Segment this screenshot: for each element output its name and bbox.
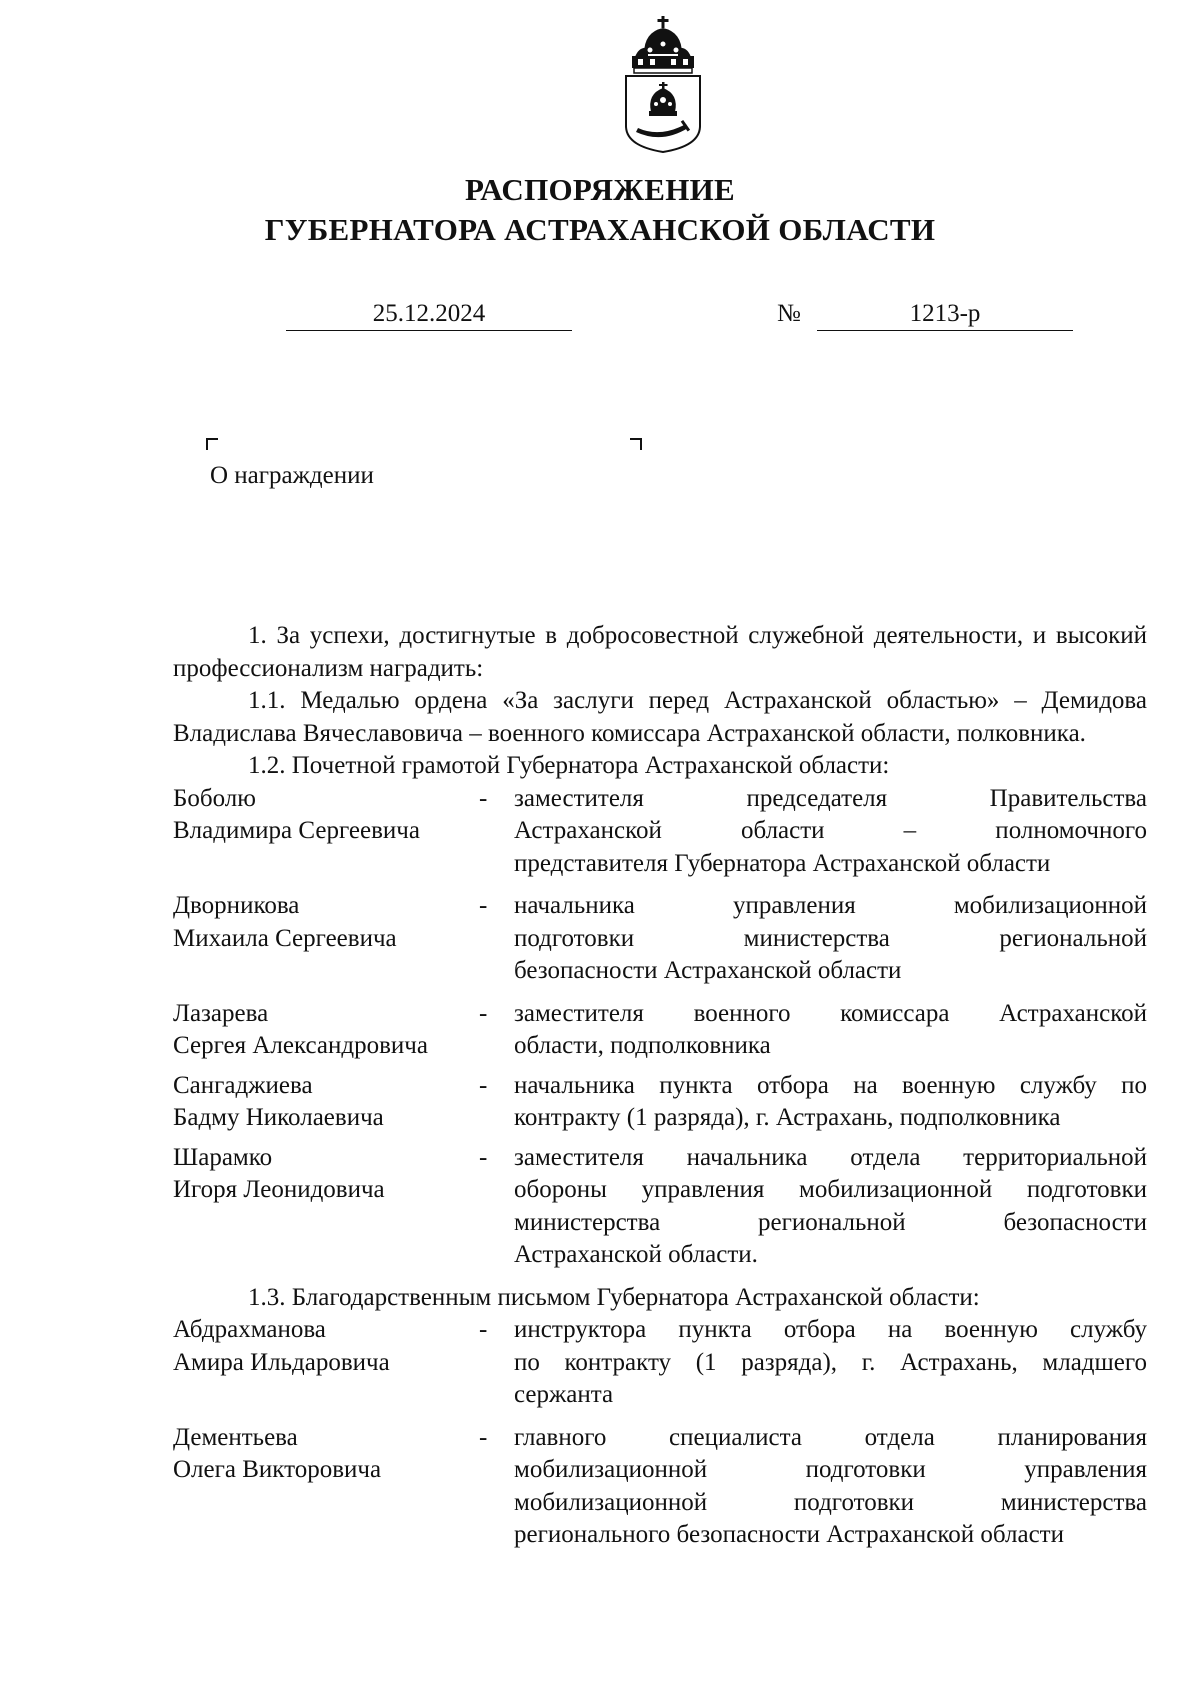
awardee-given-names: Бадму Николаевича [173, 1104, 384, 1131]
awardee-dash: - [479, 1143, 488, 1171]
awardee-position-line: по контракту (1 разряда), г. Астрахань, младшего [514, 1348, 1147, 1376]
awardee-surname: Дементьева [173, 1423, 298, 1451]
awardee-row [173, 783, 1147, 881]
awardee-dash: - [479, 784, 488, 812]
awardee-position-line: заместителя начальника отдела территориальной [514, 1143, 1147, 1171]
awardee-position-line: мобилизационной подготовки управления [514, 1456, 1147, 1483]
awardee-position-line: безопасности Астраханской области [514, 957, 902, 984]
awardee-row [173, 998, 1147, 1063]
paragraph-1-3: 1.3. Благодарственным письмом Губернатора Астраханской области: [248, 1283, 980, 1311]
awardee-row [173, 890, 1147, 988]
awardee-position [514, 1422, 1147, 1552]
awardee-name [173, 1070, 479, 1135]
awardee-given-names: Игоря Леонидовича [173, 1176, 385, 1203]
awardee-name [173, 1142, 479, 1272]
awardee-dash: - [479, 1316, 488, 1343]
paragraph-1-2: 1.2. Почетной грамотой Губернатора Астраханской области: [248, 752, 890, 779]
awardee-position-line: контракту (1 разряда), г. Астрахань, подполковника [514, 1104, 1061, 1131]
document-issuer: ГУБЕРНАТОРА АСТРАХАНСКОЙ ОБЛАСТИ [264, 212, 936, 247]
coat-of-arms-emblem [620, 14, 706, 156]
awardee-list-1-2 [173, 783, 1147, 1272]
awardee-position [514, 890, 1147, 988]
awardee-surname: Боболю [173, 784, 256, 812]
awardee-name [173, 890, 479, 988]
awardee-given-names: Михаила Сергеевича [173, 924, 397, 952]
awardee-row [173, 1314, 1147, 1412]
awardee-position-line: сержанта [514, 1381, 614, 1408]
awardee-position [514, 998, 1147, 1063]
subject-corner-right [630, 438, 642, 450]
awardee-position [514, 1142, 1147, 1272]
awardee-position [514, 1070, 1147, 1135]
awardee-row [173, 1142, 1147, 1272]
awardee-surname: Абдрахманова [173, 1316, 326, 1343]
awardee-surname: Сангаджиева [173, 1071, 313, 1099]
awardee-position-line: главного специалиста отдела планирования [514, 1423, 1147, 1451]
awardee-position-line: инструктора пункта отбора на военную службу [514, 1316, 1147, 1343]
awardee-position-line: обороны управления мобилизационной подготовки [514, 1176, 1147, 1203]
awardee-position-line: регионального безопасности Астраханской области [514, 1521, 1064, 1548]
document-subject: О награждении [210, 462, 374, 489]
awardee-position-line: подготовки министерства региональной [514, 924, 1147, 952]
awardee-position [514, 1314, 1147, 1412]
document-date: 25.12.2024 [286, 298, 572, 331]
awardee-row [173, 1422, 1147, 1552]
awardee-given-names: Сергея Александровича [173, 1032, 428, 1059]
awardee-dash: - [479, 1423, 488, 1451]
awardee-surname: Лазарева [173, 999, 269, 1027]
awardee-position-line: заместителя военного комиссара Астраханской [514, 999, 1147, 1027]
awardee-given-names: Олега Викторовича [173, 1456, 382, 1483]
awardee-name [173, 1422, 479, 1552]
awardee-given-names: Владимира Сергеевича [173, 817, 420, 844]
awardee-row [173, 1070, 1147, 1135]
awardee-name [173, 783, 479, 881]
awardee-position-line: области, подполковника [514, 1032, 771, 1059]
awardee-position-line: Астраханской области – полномочного [514, 817, 1147, 844]
awardee-surname: Шарамко [173, 1143, 273, 1171]
awardee-dash: - [479, 892, 488, 919]
awardee-position-line: начальника управления мобилизационной [514, 892, 1147, 919]
awardee-position [514, 783, 1147, 881]
awardee-position-line: Астраханской области. [514, 1241, 758, 1268]
subject-corner-left [206, 438, 218, 450]
awardee-dash: - [479, 1071, 488, 1099]
paragraph-1: 1. За успехи, достигнутые в добросовестной служебной деятельности, и высокий профессионализм наградить: [173, 622, 1147, 682]
awardee-name [173, 998, 479, 1063]
awardee-given-names: Амира Ильдаровича [173, 1348, 390, 1376]
awardee-position-line: мобилизационной подготовки министерства [514, 1488, 1147, 1516]
awardee-position-line: заместителя председателя Правительства [514, 784, 1147, 812]
number-sign: № [777, 300, 801, 327]
document-body [173, 620, 1147, 1562]
awardee-surname: Дворникова [173, 892, 300, 919]
paragraph-1-1: 1.1. Медалью ордена «За заслуги перед Астраханской областью» – Демидова Владислава Вячеславовича – военного комиссара Астраханской области, полковника. [173, 687, 1147, 747]
awardee-position-line: представителя Губернатора Астраханской области [514, 849, 1051, 877]
awardee-position-line: начальника пункта отбора на военную службу по [514, 1071, 1147, 1099]
awardee-dash: - [479, 999, 488, 1027]
awardee-list-1-3 [173, 1314, 1147, 1552]
awardee-position-line: министерства региональной безопасности [514, 1208, 1147, 1236]
document-number: 1213-р [817, 298, 1073, 331]
awardee-name [173, 1314, 479, 1412]
document-title: РАСПОРЯЖЕНИЕ [464, 172, 736, 207]
